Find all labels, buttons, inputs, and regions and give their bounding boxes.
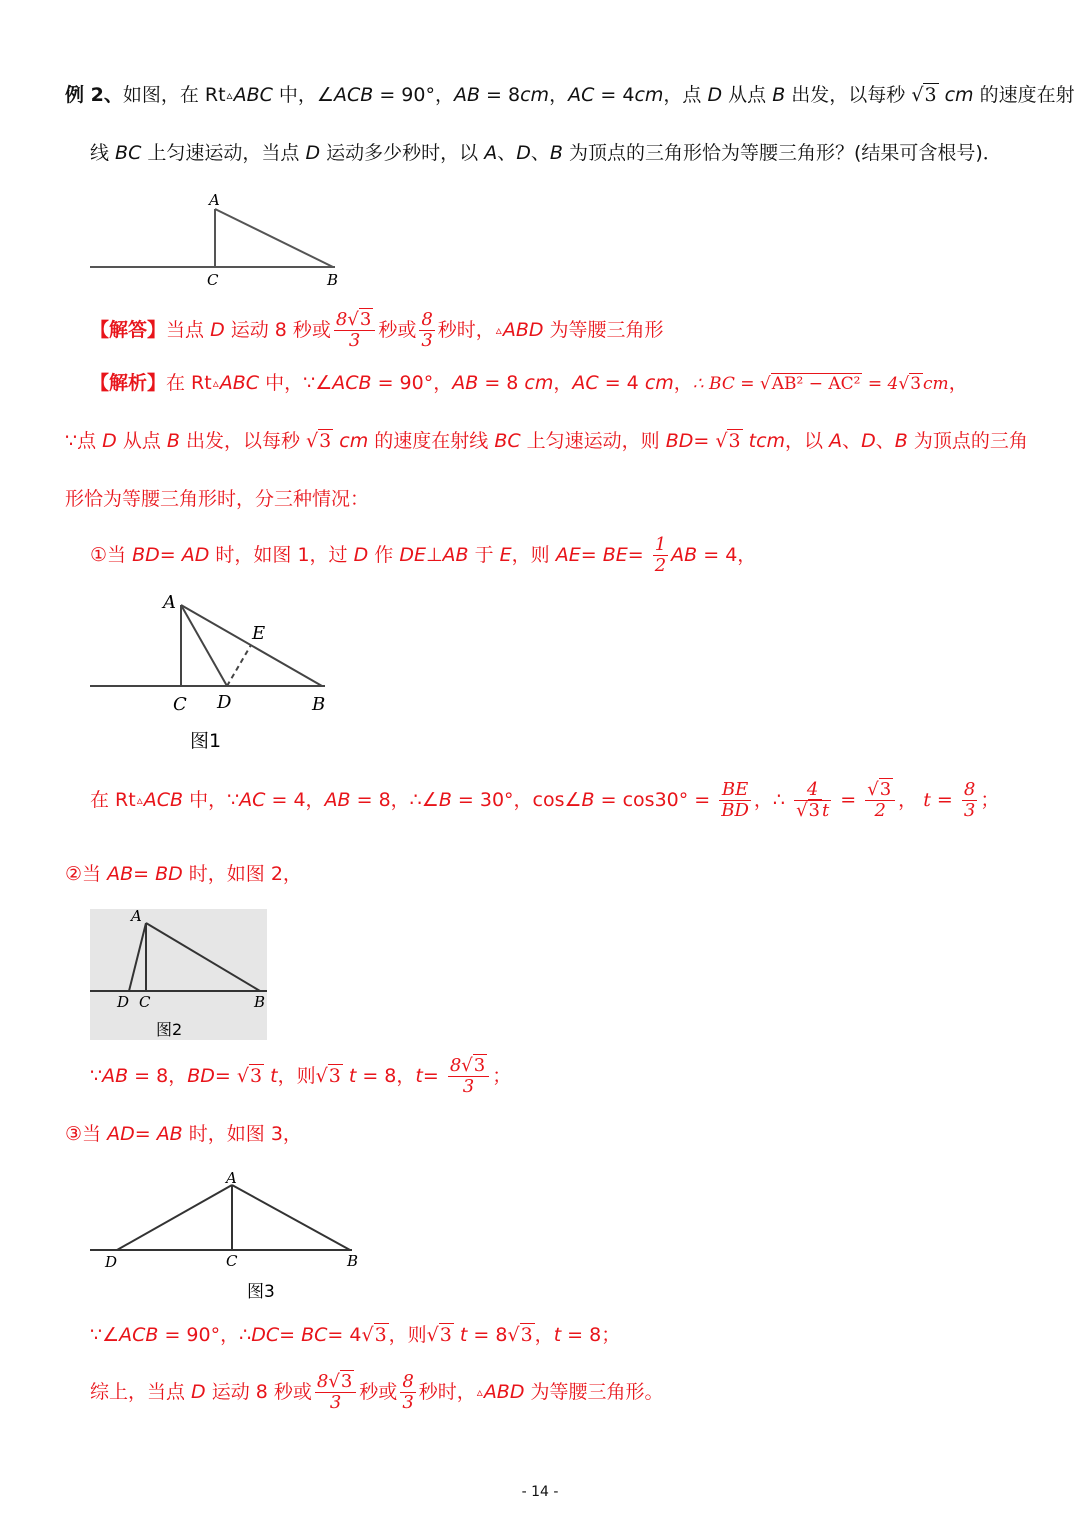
label-A: A <box>226 1169 237 1187</box>
answer-tag: 【解答】 <box>90 319 167 341</box>
fraction: $\frac{8}{3}$ <box>421 309 433 351</box>
label-B: B <box>327 271 339 289</box>
answer-line: 【解答】当点 D 运动 8 秒或 $\frac{8√3}{3}$ 秒或 $\frac{8}{3}$ 秒时，▵ABD 为等腰三角形 <box>90 309 664 351</box>
analysis-tag: 【解析】 <box>90 372 167 394</box>
figure-1 <box>80 585 360 755</box>
conclusion-line: 综上，当点 D 运动 8 秒或 $\frac{8√3}{3}$ 秒或 $\frac{8}{3}$ 秒时，▵ABD 为等腰三角形。 <box>90 1371 664 1413</box>
analysis-line-2: ∵点 D 从点 B 出发，以每秒 √3 cm 的速度在射线 BC 上匀速运动，则 BD= √3 tcm，以 A、D、B 为顶点的三角 <box>65 430 1028 452</box>
analysis-line-1: 【解析】在 Rt▵ABC 中，∵∠ACB = 90°，AB = 8 cm，AC = 4 cm，∴ BC = √AB² − AC² = 4√3 cm， <box>90 372 968 394</box>
label-A: A <box>131 909 142 925</box>
label-C: C <box>173 694 187 715</box>
case3-line: ③当 AD= AB 时，如图 3， <box>65 1123 302 1145</box>
label-D: D <box>217 692 232 713</box>
label-B: B <box>347 1252 359 1270</box>
label-B: B <box>254 993 266 1011</box>
case1-line: ①当 BD= AD 时，如图 1，过 D 作 DE⊥AB 于 E，则 AE= BE= $\frac{1}{2}$ AB = 4， <box>90 534 757 576</box>
fraction: $\frac{8√3}{3}$ <box>334 310 375 351</box>
label-D: D <box>105 1253 118 1271</box>
label-C: C <box>139 993 151 1011</box>
figure-caption: 图1 <box>190 730 222 752</box>
figure-2 <box>90 909 267 1040</box>
label-E: E <box>252 623 266 644</box>
problem-line-1: 例 2、如图，在 Rt▵ABC 中，∠ACB = 90°，AB = 8cm，AC = 4cm，点 D 从点 B 出发，以每秒 √3 cm 的速度在射 <box>65 84 1075 106</box>
bc-formula: ∴ BC = √AB² − AC² = 4√3 cm <box>692 374 949 394</box>
case3-calc: ∵∠ACB = 90°，∴DC= BC= 4√3 ，则√3 t = 8√3 ，t = 8； <box>90 1324 621 1346</box>
case1-calc: 在 Rt▵ACB 中，∵AC = 4，AB = 8，∴∠B = 30°，cos∠B = cos30° = $\frac{BE}{BD}$ ，∴ $\frac{4}{√3 t}$ = $\frac{√3}{2}$ ， t = $\frac{8}{3}$ ； <box>90 779 1000 821</box>
label-B: B <box>312 694 326 715</box>
figure-3 <box>80 1165 380 1305</box>
page-number: - 14 - <box>521 1484 559 1500</box>
analysis-line-3: 形恰为等腰三角形时，分三种情况： <box>65 488 370 510</box>
sqrt-expr: √3 <box>911 84 937 106</box>
problem-line-2: 线 BC 上匀速运动，当点 D 运动多少秒时，以 A、D、B 为顶点的三角形恰为等腰三角形？(结果可含根号)． <box>90 142 1002 164</box>
case2-line: ②当 AB= BD 时，如图 2， <box>65 863 302 885</box>
triangle-figure-main <box>80 185 360 295</box>
case2-calc: ∵AB = 8，BD= √3 t，则√3 t = 8，t= $\frac{8√3}{3}$ ； <box>90 1055 512 1097</box>
problem-label: 例 2、 <box>65 84 123 106</box>
label-C: C <box>226 1252 238 1270</box>
figure-caption: 图3 <box>247 1282 275 1302</box>
label-A: A <box>163 592 176 613</box>
label-D: D <box>117 993 130 1011</box>
label-A: A <box>209 191 220 209</box>
label-C: C <box>207 271 219 289</box>
figure-caption: 图2 <box>156 1020 183 1039</box>
